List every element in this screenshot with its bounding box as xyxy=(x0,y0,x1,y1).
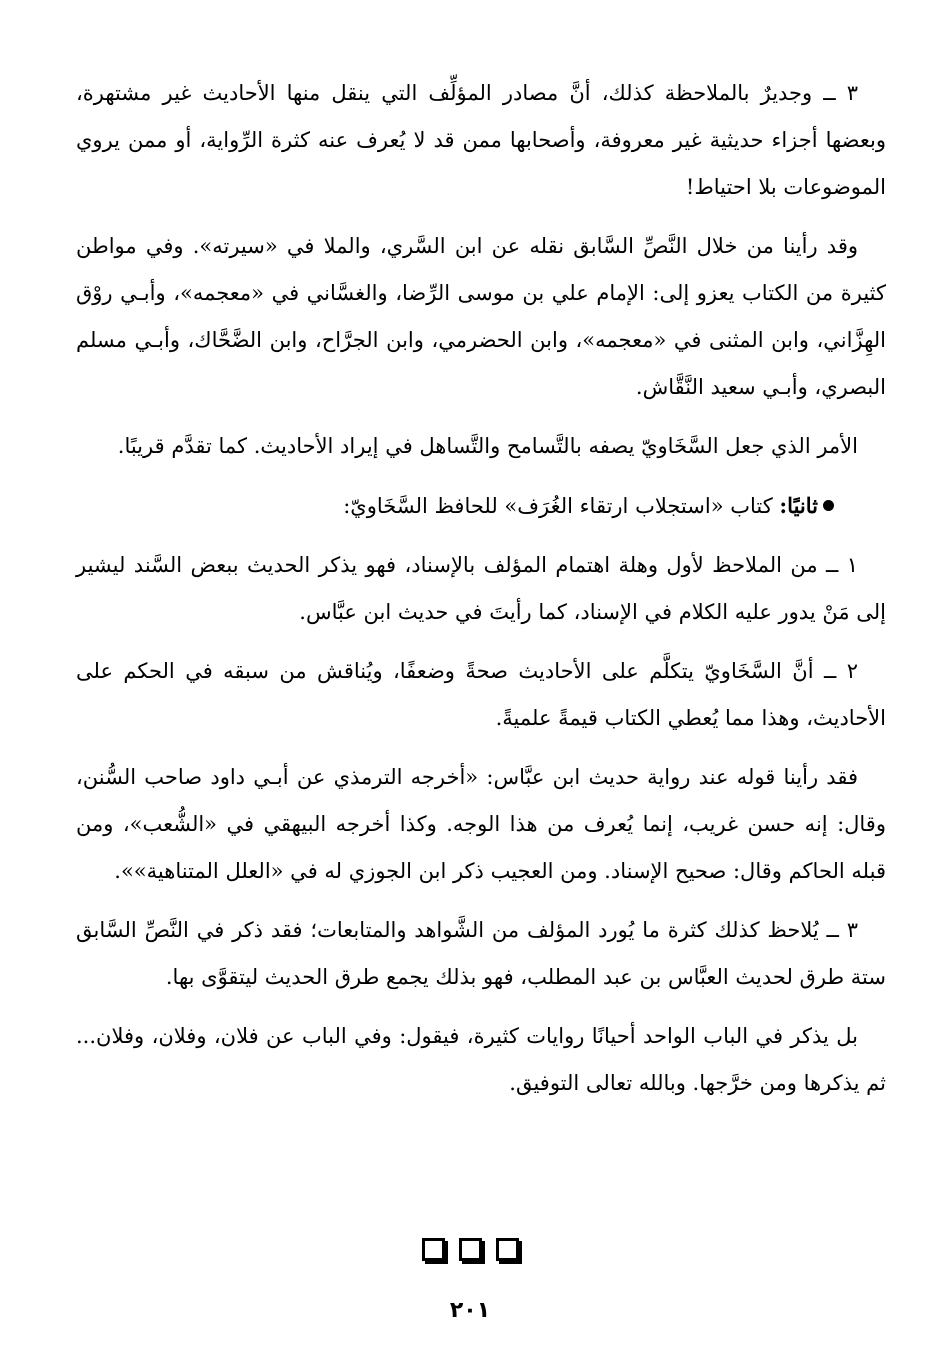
section-title: كتاب «استجلاب ارتقاء الغُرَف» للحافظ السَّخَاويّ: xyxy=(343,494,773,518)
paragraph-ibn-abbas-quote: فقد رأينا قوله عند رواية حديث ابن عبَّاس: «أخرجه الترمذي عن أبـي داود صاحب السُّنن، وقال: إنه حسن غريب، إنما يُعرف من هذا الوجه. وكذا أخرجه البيهقي في «الشُّعب»، ومن قبله الحاكم وقال: صحيح الإسناد. ومن العجيب ذكر ابن الجوزي له في «العلل المتناهية»». xyxy=(76,765,886,883)
square-ornament-icon xyxy=(422,1238,445,1261)
section-label: ثانيًا: xyxy=(779,493,818,518)
paragraph-closing: بل يذكر في الباب الواحد أحيانًا روايات كثيرة، فيقول: وفي الباب عن فلان، وفلان، وفلان... ثم يذكرها ومن خرَّجها. وبالله تعالى التوفيق. xyxy=(76,1024,886,1095)
section-heading-second xyxy=(76,482,886,530)
page-number: ٢٠١ xyxy=(449,1298,491,1323)
page-body xyxy=(76,70,886,1119)
square-ornament-icon xyxy=(496,1238,519,1261)
paragraph-sources-list: وقد رأينا من خلال النَّصِّ السَّابق نقله عن ابن السَّري، والملا في «سيرته». وفي مواطن كثيرة من الكتاب يعزو إلى: الإمام علي بن موسى الرِّضا، والغسَّاني في «معجمه»، وأبـي روْق الهِزَّاني، وابن المثنى في «معجمه»، وابن الحضرمي، وابن الجرَّاح، وابن الضَّحَّاك، وأبـي مسلم البصري، وأبـي سعيد النَّقَّاش. xyxy=(76,234,886,399)
square-ornament-icon xyxy=(459,1238,482,1261)
paragraph-point-1-isnad: ١ ــ من الملاحظ لأول وهلة اهتمام المؤلف بالإسناد، فهو يذكر الحديث ببعض السَّند ليشير إلى مَنْ يدور عليه الكلام في الإسناد، كما رأيتَ في حديث ابن عبَّاس. xyxy=(76,553,886,624)
paragraph-point-3-sources: ٣ ــ وجديرٌ بالملاحظة كذلك، أنَّ مصادر المؤلِّف التي ينقل منها الأحاديث غير مشتهرة، وبعضها أجزاء حديثية غير معروفة، وأصحابها ممن قد لا يُعرف عنه كثرة الرِّواية، أو ممن يروي الموضوعات بلا احتياط! xyxy=(76,81,886,199)
paragraph-leniency: الأمر الذي جعل السَّخَاويّ يصفه بالتَّسامح والتَّساهل في إيراد الأحاديث. كما تقدَّم قريبًا. xyxy=(117,434,858,458)
section-end-ornament xyxy=(0,1238,940,1265)
paragraph-point-3-witnesses: ٣ ــ يُلاحظ كذلك كثرة ما يُورد المؤلف من الشَّواهد والمتابعات؛ فقد ذكر في النَّصِّ السَّابق ستة طرق لحديث العبَّاس بن عبد المطلب، فهو بذلك يجمع طرق الحديث ليتقوَّى بها. xyxy=(76,918,886,989)
bullet-icon xyxy=(823,500,834,511)
paragraph-point-2-grading: ٢ ــ أنَّ السَّخَاويّ يتكلَّم على الأحاديث صحةً وضعفًا، ويُناقش من سبقه في الحكم على الأحاديث، وهذا مما يُعطي الكتاب قيمةً علميةً. xyxy=(76,659,886,730)
